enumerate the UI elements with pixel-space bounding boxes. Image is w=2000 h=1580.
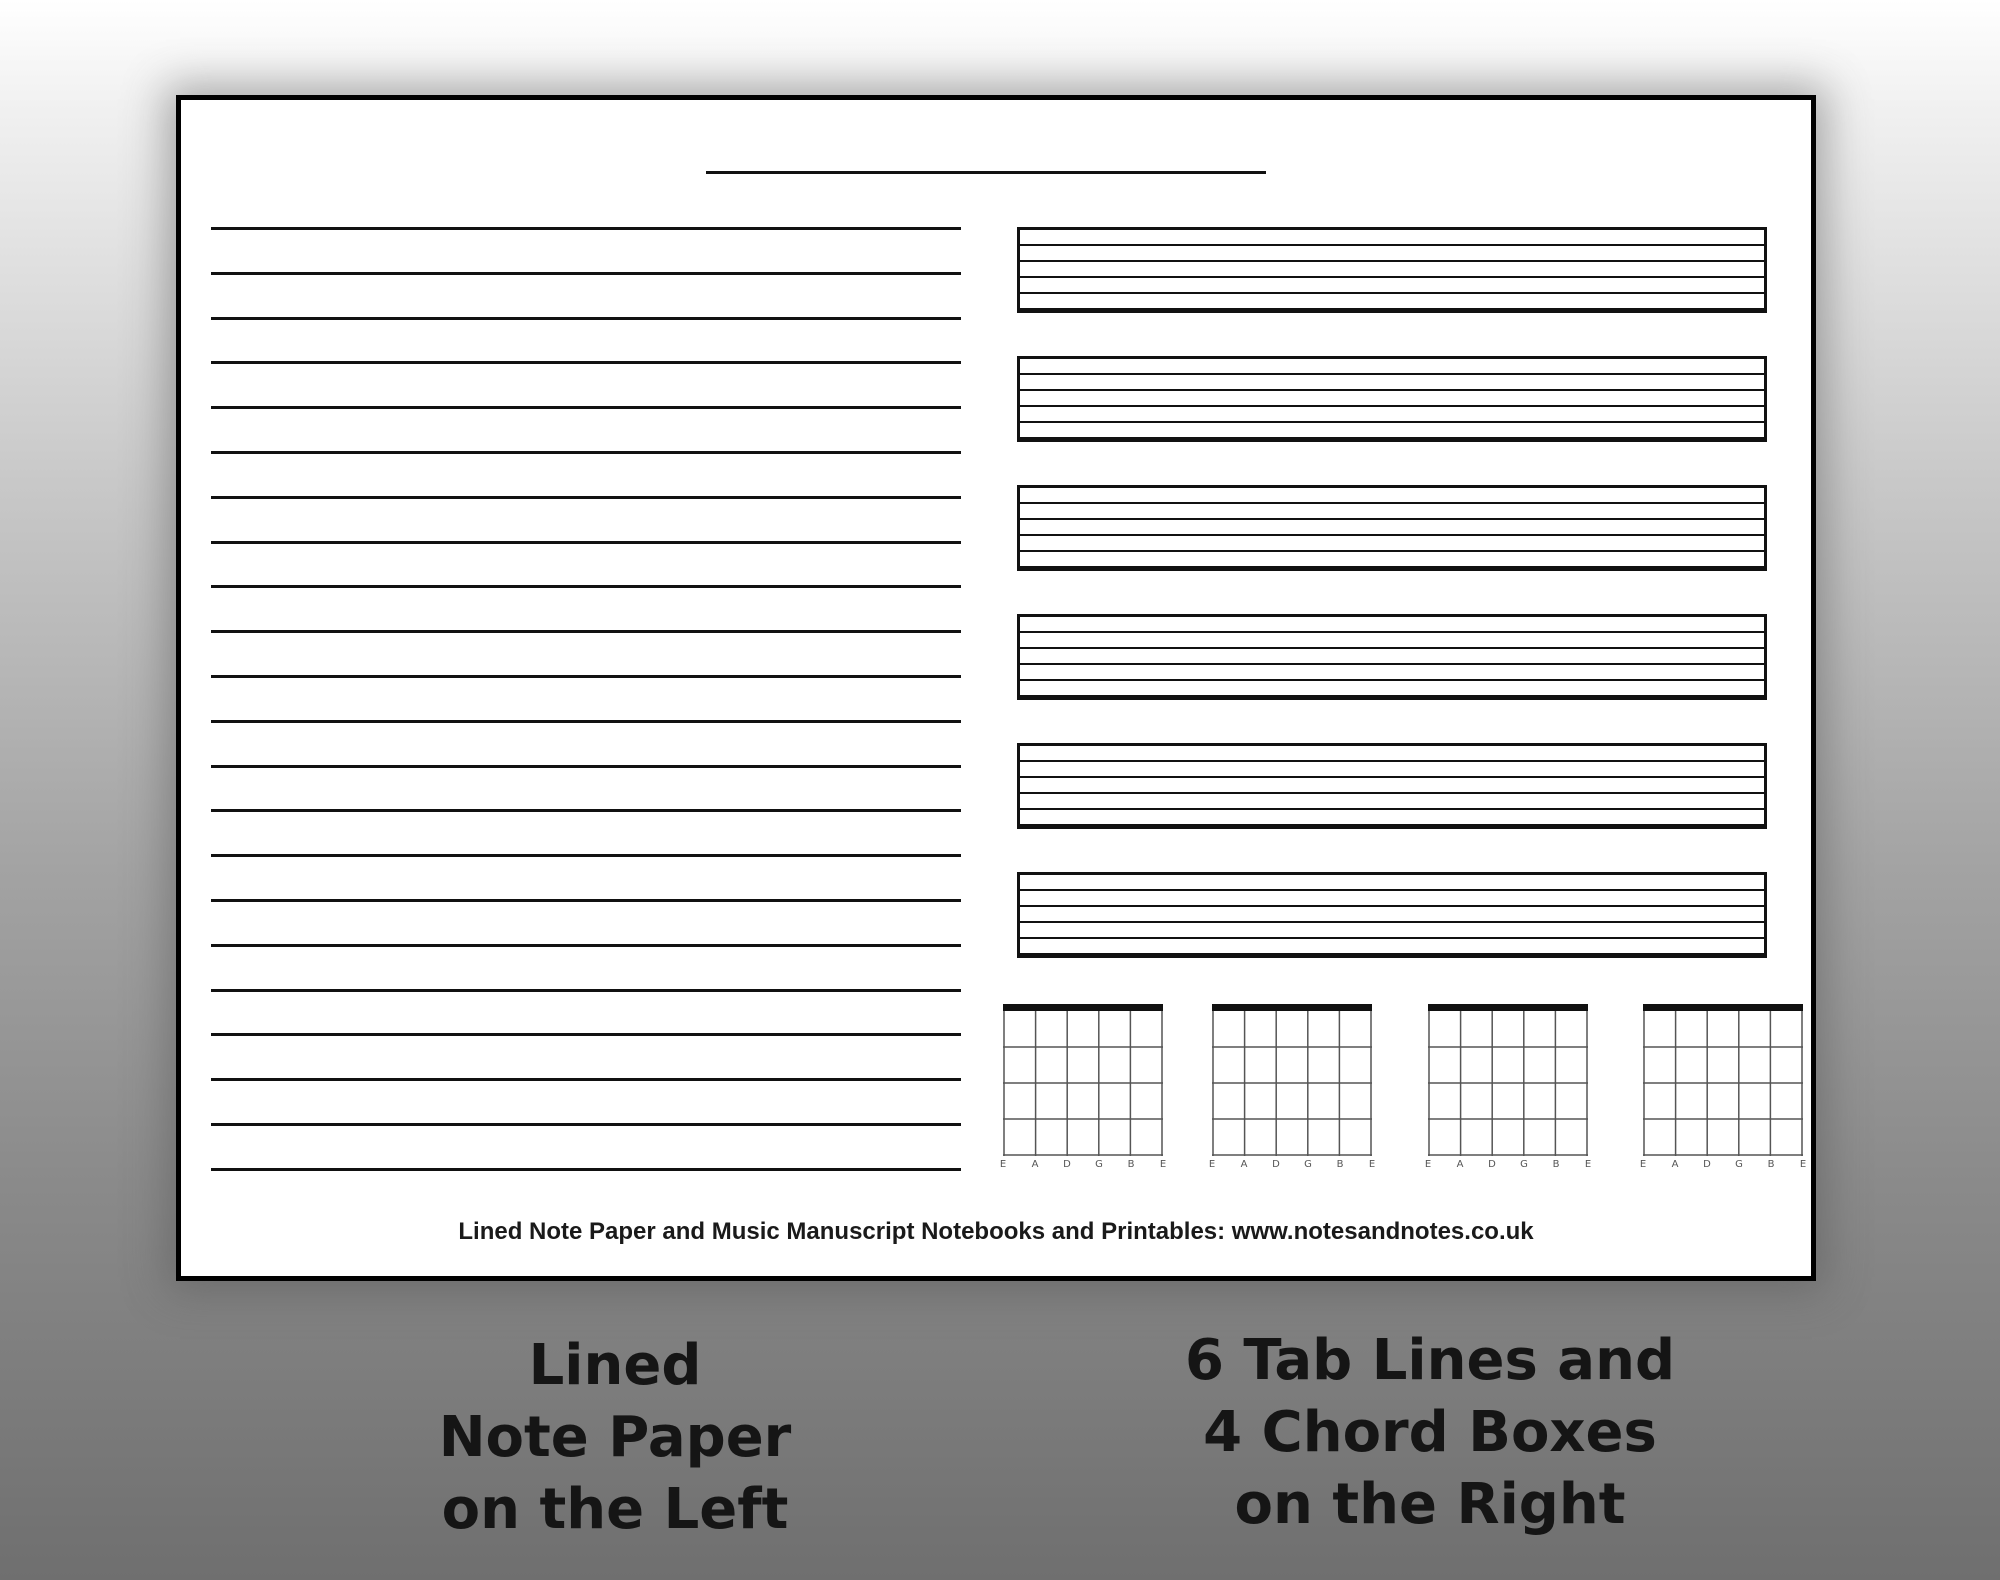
chord-nut bbox=[1212, 1004, 1372, 1011]
note-line bbox=[211, 675, 961, 678]
chord-nut bbox=[1003, 1004, 1163, 1011]
caption-right-line: on the Right bbox=[1234, 1472, 1626, 1537]
chord-string-labels bbox=[1418, 1159, 1598, 1170]
tab-staff bbox=[1017, 356, 1767, 442]
note-line bbox=[211, 496, 961, 499]
chord-nut bbox=[1428, 1004, 1588, 1011]
chord-box bbox=[1424, 1004, 1592, 1170]
chord-grid bbox=[1003, 1011, 1163, 1156]
tab-staff bbox=[1017, 485, 1767, 571]
note-line bbox=[211, 541, 961, 544]
note-line bbox=[211, 451, 961, 454]
chord-string-labels bbox=[1633, 1159, 1813, 1170]
note-line bbox=[211, 809, 961, 812]
chord-string-label: B bbox=[1336, 1159, 1344, 1170]
caption-left-line: Note Paper bbox=[438, 1405, 792, 1470]
chord-string-label: E bbox=[1368, 1159, 1376, 1170]
note-line bbox=[211, 630, 961, 633]
chord-string-label: E bbox=[1639, 1159, 1647, 1170]
note-line bbox=[211, 1168, 961, 1171]
chord-string-label: E bbox=[1799, 1159, 1807, 1170]
caption-right bbox=[1130, 1325, 1730, 1541]
caption-right-line: 4 Chord Boxes bbox=[1203, 1400, 1657, 1465]
note-line bbox=[211, 944, 961, 947]
tab-staff bbox=[1017, 614, 1767, 700]
chord-string-label: D bbox=[1703, 1159, 1711, 1170]
tab-staff bbox=[1017, 227, 1767, 313]
chord-string-label: B bbox=[1127, 1159, 1135, 1170]
note-line bbox=[211, 854, 961, 857]
chord-string-label: G bbox=[1735, 1159, 1743, 1170]
note-line bbox=[211, 361, 961, 364]
note-line bbox=[211, 1078, 961, 1081]
note-line bbox=[211, 720, 961, 723]
chord-string-label: B bbox=[1552, 1159, 1560, 1170]
chord-string-label: D bbox=[1272, 1159, 1280, 1170]
chord-string-label: E bbox=[1424, 1159, 1432, 1170]
chord-string-label: E bbox=[1584, 1159, 1592, 1170]
title-line bbox=[706, 171, 1266, 174]
note-line bbox=[211, 406, 961, 409]
footer-credit: Lined Note Paper and Music Manuscript Notebooks and Printables: www.notesandnotes.co.uk bbox=[458, 1218, 1534, 1245]
note-line bbox=[211, 899, 961, 902]
chord-box bbox=[999, 1004, 1167, 1170]
note-line bbox=[211, 1033, 961, 1036]
chord-string-label: D bbox=[1488, 1159, 1496, 1170]
chord-string-label: G bbox=[1304, 1159, 1312, 1170]
caption-left-line: on the Left bbox=[441, 1477, 789, 1542]
caption-right-line: 6 Tab Lines and bbox=[1184, 1328, 1676, 1393]
chord-grid bbox=[1643, 1011, 1803, 1156]
caption-left bbox=[340, 1330, 890, 1546]
note-line bbox=[211, 585, 961, 588]
chord-string-label: D bbox=[1063, 1159, 1071, 1170]
chord-grid bbox=[1428, 1011, 1588, 1156]
chord-nut bbox=[1643, 1004, 1803, 1011]
chord-string-label: A bbox=[1671, 1159, 1679, 1170]
chord-string-labels bbox=[1202, 1159, 1382, 1170]
note-line bbox=[211, 227, 961, 230]
printable-sheet bbox=[176, 95, 1816, 1281]
chord-string-label: E bbox=[999, 1159, 1007, 1170]
chord-string-label: G bbox=[1095, 1159, 1103, 1170]
note-line bbox=[211, 272, 961, 275]
chord-string-label: A bbox=[1031, 1159, 1039, 1170]
chord-string-label: G bbox=[1520, 1159, 1528, 1170]
chord-box bbox=[1208, 1004, 1376, 1170]
chord-string-label: A bbox=[1240, 1159, 1248, 1170]
chord-string-label: B bbox=[1767, 1159, 1775, 1170]
chord-string-label: E bbox=[1208, 1159, 1216, 1170]
chord-string-label: E bbox=[1159, 1159, 1167, 1170]
note-line bbox=[211, 1123, 961, 1126]
note-line bbox=[211, 765, 961, 768]
tab-staff bbox=[1017, 872, 1767, 958]
chord-string-labels bbox=[993, 1159, 1173, 1170]
note-line bbox=[211, 989, 961, 992]
tab-staff bbox=[1017, 743, 1767, 829]
chord-box bbox=[1639, 1004, 1807, 1170]
chord-grid bbox=[1212, 1011, 1372, 1156]
caption-left-line: Lined bbox=[528, 1333, 702, 1398]
chord-string-label: A bbox=[1456, 1159, 1464, 1170]
note-line bbox=[211, 317, 961, 320]
